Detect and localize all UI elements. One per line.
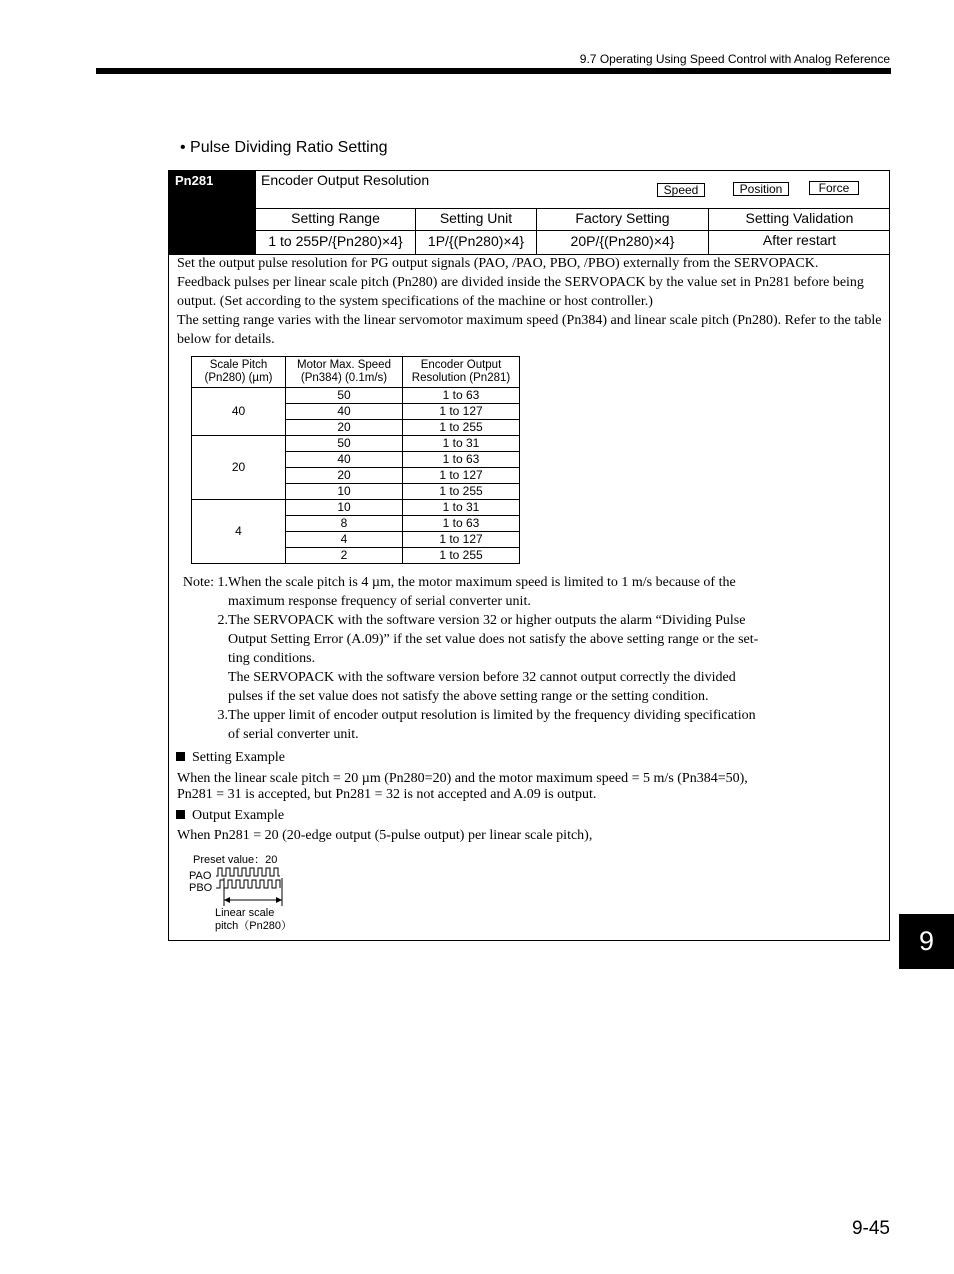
resolution-cell: 1 to 127: [403, 404, 520, 420]
output-example-heading: Output Example: [176, 806, 284, 825]
value-setting-validation: After restart: [762, 232, 837, 248]
note-label: 3.: [217, 708, 228, 723]
resolution-cell: 1 to 63: [403, 388, 520, 404]
resolution-cell: 1 to 31: [403, 436, 520, 452]
pulse-waveform: [214, 864, 286, 908]
pitch-cell: 40: [192, 388, 286, 436]
resolution-cell: 1 to 255: [403, 420, 520, 436]
pitch-cell: 4: [192, 500, 286, 564]
table-row: [192, 500, 520, 516]
speed-cell: 20: [286, 420, 403, 436]
value-setting-range: 1 to 255P/{Pn280)×4}: [268, 233, 403, 249]
note-text: maximum response frequency of serial converter unit.: [228, 594, 531, 609]
col-setting-range: Setting Range: [291, 210, 380, 226]
resolution-cell: 1 to 127: [403, 532, 520, 548]
description-paragraph: Set the output pulse resolution for PG output signals (PAO, /PAO, PBO, /PBO) externally from the SERVOPACK.: [177, 256, 819, 271]
resolution-cell: 1 to 255: [403, 484, 520, 500]
section-title: • Pulse Dividing Ratio Setting: [180, 139, 388, 156]
value-setting-unit: 1P/{(Pn280)×4}: [427, 233, 525, 249]
description-paragraph: The setting range varies with the linear servomotor maximum speed (Pn384) and linear scale pitch (Pn280). Refer to the table below for details.: [177, 313, 882, 347]
table-header: Encoder Output Resolution (Pn281): [403, 357, 520, 388]
note-text: of serial converter unit.: [228, 727, 359, 742]
header-rule: [96, 68, 891, 74]
grid-line: [255, 230, 890, 231]
speed-cell: 10: [286, 484, 403, 500]
preset-label: Preset value：20: [193, 854, 278, 866]
speed-cell: 4: [286, 532, 403, 548]
resolution-cell: 1 to 63: [403, 516, 520, 532]
pbo-label: PBO: [189, 882, 213, 894]
pao-label: PAO: [189, 870, 212, 882]
note-text: The upper limit of encoder output resolution is limited by the frequency dividing specification: [228, 708, 756, 723]
resolution-cell: 1 to 63: [403, 452, 520, 468]
speed-cell: 10: [286, 500, 403, 516]
value-factory-setting: 20P/{(Pn280)×4}: [570, 233, 675, 249]
table-header: Motor Max. Speed (Pn384) (0.1m/s): [286, 357, 403, 388]
notes: [175, 573, 775, 744]
note-text: The SERVOPACK with the software version before 32 cannot output correctly the divided: [228, 670, 736, 685]
note-text: pulses if the set value does not satisfy the above setting range or the setting condition.: [228, 689, 709, 704]
output-example-text: When Pn281 = 20 (20-edge output (5-pulse output) per linear scale pitch),: [177, 828, 593, 843]
note-text: The SERVOPACK with the software version 32 or higher outputs the alarm “Dividing Pulse: [228, 613, 746, 628]
description: [177, 254, 887, 349]
col-setting-validation: Setting Validation: [745, 210, 854, 226]
note-text: Output Setting Error (A.09)” if the set value does not satisfy the above setting range or the set-: [228, 632, 759, 647]
resolution-cell: 1 to 255: [403, 548, 520, 564]
speed-cell: 20: [286, 468, 403, 484]
col-factory-setting: Factory Setting: [575, 210, 670, 226]
parameter-name: Encoder Output Resolution: [261, 172, 430, 188]
pitch-label: Linear scale pitch（Pn280）: [215, 907, 293, 932]
setting-example-text: When the linear scale pitch = 20 µm (Pn280=20) and the motor maximum speed = 5 m/s (Pn384=50), Pn281 = 31 is accepted, but Pn281 = 32 is not accepted and A.09 is output.: [177, 771, 748, 802]
table-row: [192, 436, 520, 452]
page-number: 9-45: [851, 1218, 890, 1239]
tag-position: Position: [733, 182, 789, 196]
pitch-cell: 20: [192, 436, 286, 500]
tag-force: Force: [809, 181, 859, 195]
note-label: Note: 1.: [182, 575, 228, 590]
note-text: When the scale pitch is 4 µm, the motor maximum speed is limited to 1 m/s because of the: [228, 575, 736, 590]
speed-cell: 50: [286, 436, 403, 452]
speed-cell: 2: [286, 548, 403, 564]
grid-line: [255, 208, 890, 209]
speed-cell: 40: [286, 404, 403, 420]
resolution-cell: 1 to 127: [403, 468, 520, 484]
speed-cell: 40: [286, 452, 403, 468]
running-header: 9.7 Operating Using Speed Control with Analog Reference: [579, 52, 890, 66]
square-bullet-icon: [176, 752, 185, 761]
setting-example-heading: Setting Example: [176, 748, 285, 767]
table-header: Scale Pitch (Pn280) (µm): [192, 357, 286, 388]
speed-cell: 50: [286, 388, 403, 404]
speed-cell: 8: [286, 516, 403, 532]
col-setting-unit: Setting Unit: [439, 210, 513, 226]
square-bullet-icon: [176, 810, 185, 819]
note-label: 2.: [217, 613, 228, 628]
chapter-tab: 9: [899, 914, 954, 969]
note-text: ting conditions.: [228, 651, 316, 666]
resolution-table: [191, 356, 520, 564]
tag-speed: Speed: [657, 183, 705, 197]
table-row: [192, 388, 520, 404]
resolution-cell: 1 to 31: [403, 500, 520, 516]
parameter-id: Pn281: [169, 171, 255, 254]
description-paragraph: Feedback pulses per linear scale pitch (Pn280) are divided inside the SERVOPACK by the value set in Pn281 before being output. (Set according to the system specifications of the machine or host controller.): [177, 275, 864, 309]
